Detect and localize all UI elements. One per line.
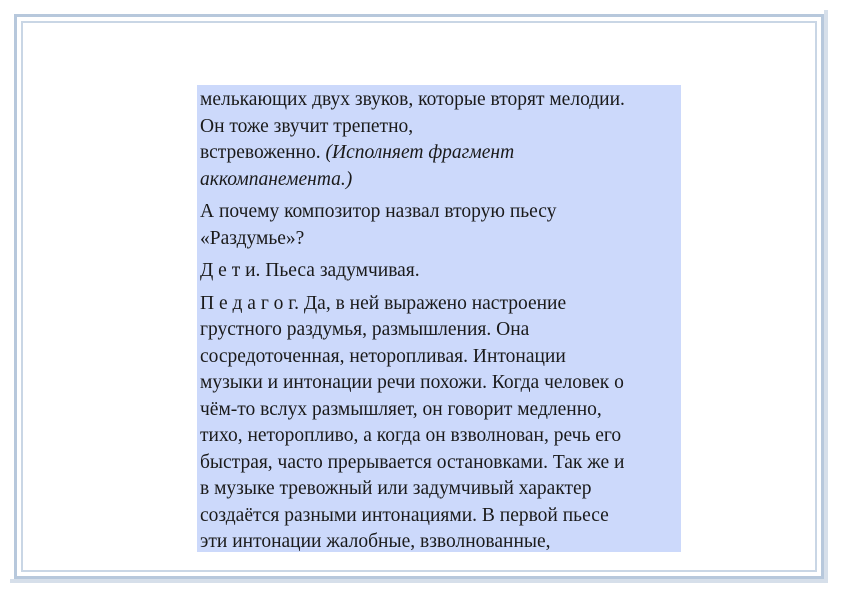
text-line xyxy=(200,291,678,318)
frame-shadow xyxy=(10,579,828,583)
text-line: грустного раздумья, размышления. Она xyxy=(200,319,530,340)
text-line: сосредоточенная, неторопливая. Интонации xyxy=(200,345,566,367)
text-span: встревоженно. xyxy=(200,142,321,163)
text-line: музыки и интонации речи похожи. Когда человек о xyxy=(200,372,624,393)
speaker-name: П е д а г о г. xyxy=(200,292,299,314)
stage-direction: (Исполняет фрагмент xyxy=(325,142,515,163)
text-line: мелькающих двух звуков, которые вторят мелодии. xyxy=(200,89,625,110)
text-box[interactable] xyxy=(197,85,681,552)
text-line xyxy=(200,258,678,285)
paragraph-3 xyxy=(200,258,678,285)
frame-shadow xyxy=(824,10,828,583)
text-span: Да, в ней выражено настроение xyxy=(303,292,567,314)
stage-direction: аккомпанемента.) xyxy=(200,168,353,190)
text-line: тихо, неторопливо, а когда он взволнован, речь его xyxy=(200,425,622,446)
text-line: чём-то вслух размышляет, он говорит медленно, xyxy=(200,398,602,420)
text-line xyxy=(200,140,678,167)
text-line: эти интонации жалобные, взволнованные, xyxy=(200,531,551,552)
text-line: «Раздумье»? xyxy=(200,227,305,249)
text-line: в музыке тревожный или задумчивый характер xyxy=(200,478,592,499)
paragraph-2 xyxy=(200,199,678,252)
paragraph-4 xyxy=(200,291,678,553)
text-line: Он тоже звучит трепетно, xyxy=(200,115,414,137)
text-line: быстрая, часто прерывается остановками. Так же и xyxy=(200,451,625,473)
paragraph-1 xyxy=(200,87,678,193)
text-line: создаётся разными интонациями. В первой пьесе xyxy=(200,504,609,526)
text-line: А почему композитор назвал вторую пьесу xyxy=(200,201,557,222)
text-span: Пьеса задумчивая. xyxy=(265,260,420,281)
speaker-name: Д е т и. xyxy=(200,260,261,281)
